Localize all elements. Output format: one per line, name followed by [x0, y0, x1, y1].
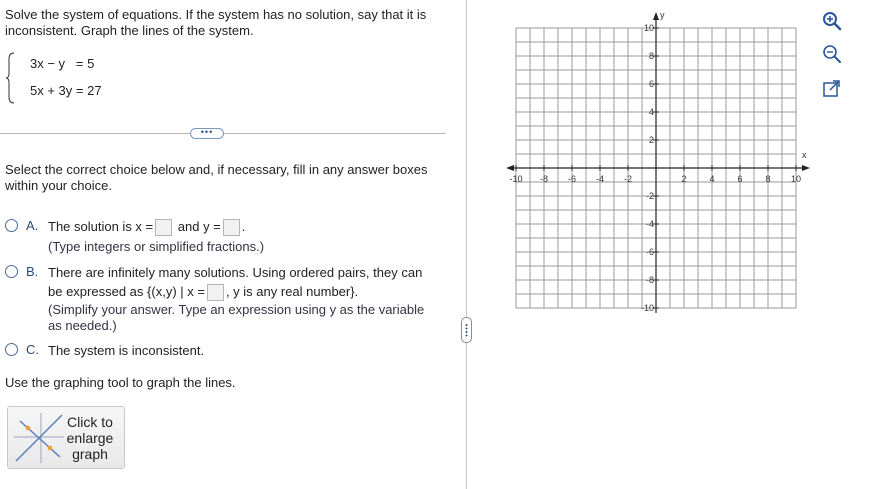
popout-icon[interactable]: [821, 78, 843, 100]
y-tick-label: 2: [648, 135, 654, 145]
x-axis-label: x: [802, 150, 807, 160]
choice-a-hint: (Type integers or simplified fractions.): [48, 239, 265, 254]
choice-b-line1: There are infinitely many solutions. Using ordered pairs, they can: [48, 265, 423, 280]
choice-b-set-open: {(x,y) | x =: [147, 284, 205, 299]
more-button[interactable]: •••: [190, 128, 224, 139]
choice-b-text-before: be expressed as: [48, 284, 144, 299]
choice-a-text-after: .: [241, 219, 246, 234]
y-tick-label: -8: [645, 275, 654, 285]
y-axis-label: y: [660, 10, 665, 20]
instructions: Select the correct choice below and, if necessary, fill in any answer boxes within your choice.: [5, 162, 428, 193]
x-tick-label: -8: [539, 174, 549, 184]
answer-y-input[interactable]: [223, 219, 240, 236]
y-tick-label: 6: [648, 79, 654, 89]
equation-system: [6, 52, 206, 104]
choice-b[interactable]: [5, 264, 435, 334]
choice-a[interactable]: [5, 218, 435, 258]
x-tick-label: 10: [790, 174, 802, 184]
graph-axes: [506, 12, 810, 313]
question-prompt: Solve the system of equations. If the system has no solution, say that it is inconsistent. Graph the lines of the system.: [5, 7, 427, 38]
choice-b-text-after: .: [354, 284, 359, 299]
x-axis-arrow-left-icon: [506, 165, 514, 171]
radio-c[interactable]: [5, 343, 18, 356]
x-tick-label: 6: [737, 174, 743, 184]
choice-b-set-close: , y is any real number}: [225, 284, 355, 299]
enlarge-label-line3: graph: [72, 446, 108, 462]
enlarge-graph-button[interactable]: [7, 406, 125, 469]
choice-b-letter: B.: [26, 264, 39, 279]
left-brace-icon: [6, 52, 16, 104]
choice-a-letter: A.: [26, 218, 39, 233]
answer-x-input[interactable]: [155, 219, 172, 236]
x-tick-label: 2: [681, 174, 687, 184]
x-tick-label: -10: [509, 174, 523, 184]
panel-resize-handle[interactable]: [461, 317, 472, 343]
y-tick-label: -10: [640, 303, 654, 313]
enlarge-label-line1: Click to: [67, 414, 113, 430]
graph-thumbnail-icon: [14, 413, 64, 463]
x-tick-label: -6: [567, 174, 577, 184]
choice-a-text-middle: and y =: [177, 219, 221, 234]
choice-c[interactable]: [5, 342, 435, 360]
choice-a-text-before: The solution is x =: [48, 219, 154, 234]
y-tick-label: 4: [648, 107, 654, 117]
panel-divider: [466, 0, 467, 489]
y-tick-label: 8: [648, 51, 654, 61]
y-tick-label: -6: [645, 247, 654, 257]
y-axis-arrow-icon: [653, 12, 659, 20]
y-tick-label: 10: [643, 23, 654, 33]
equation-2: 5x + 3y = 27: [30, 83, 102, 98]
enlarge-label-line2: enlarge: [66, 430, 114, 446]
answer-x-expression-input[interactable]: [207, 284, 224, 301]
y-tick-label: -2: [645, 191, 654, 201]
choice-b-hint: (Simplify your answer. Type an expression using y as the variable as needed.): [48, 302, 425, 333]
x-tick-label: -4: [595, 174, 605, 184]
x-tick-label: 8: [765, 174, 771, 184]
radio-a[interactable]: [5, 219, 18, 232]
choice-c-letter: C.: [26, 342, 39, 357]
coordinate-graph[interactable]: [500, 8, 815, 313]
radio-b[interactable]: [5, 265, 18, 278]
zoom-out-icon[interactable]: [821, 43, 843, 65]
equation-1: 3x − y = 5: [30, 56, 95, 71]
x-axis-arrow-icon: [802, 165, 810, 171]
choice-c-text: The system is inconsistent.: [48, 343, 205, 358]
graph-instruction: Use the graphing tool to graph the lines.: [5, 375, 236, 390]
zoom-in-icon[interactable]: [821, 10, 843, 32]
x-tick-label: -2: [623, 174, 633, 184]
x-tick-label: 4: [709, 174, 715, 184]
y-tick-label: -4: [645, 219, 654, 229]
